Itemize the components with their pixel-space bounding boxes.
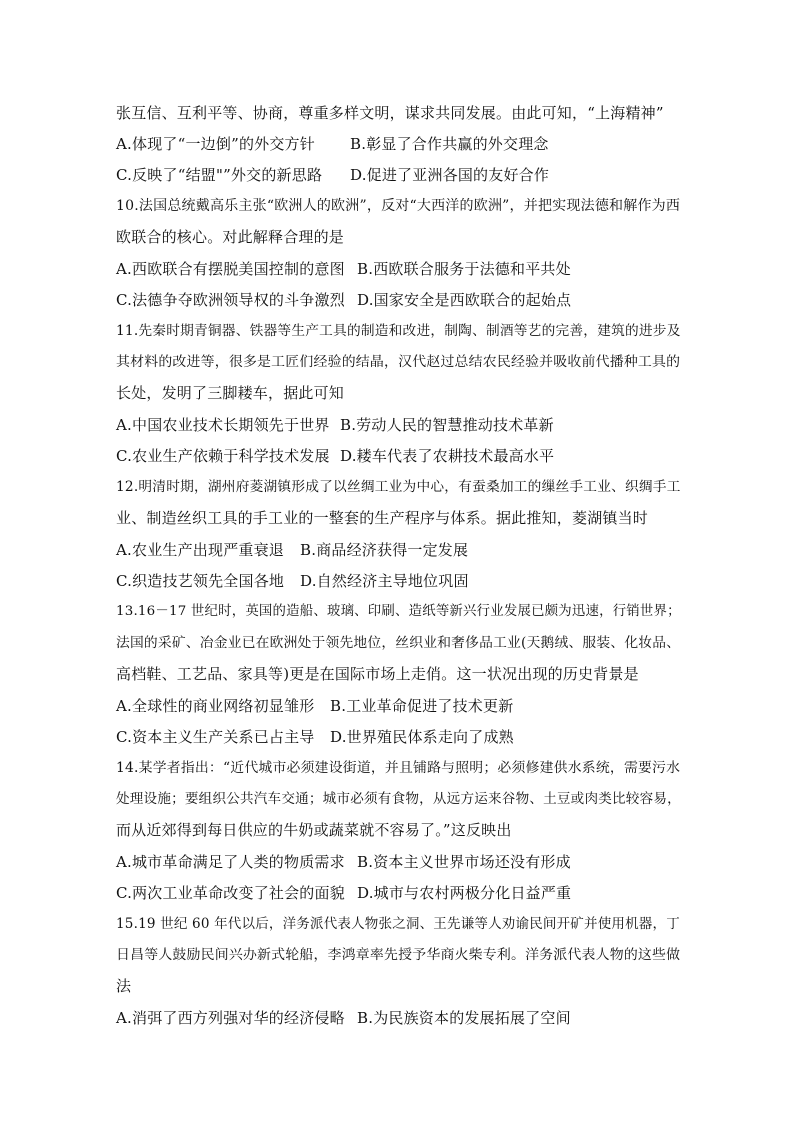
q15-option-b: B.为民族资本的发展拓展了空间: [357, 1009, 571, 1027]
q12-option-c: C.织造技艺领先全国各地: [116, 572, 285, 590]
q10-stem-line-1: 10.法国总统戴高乐主张“欧洲人的欧洲”，反对“大西洋的欧洲”，并把实现法德和解作为西: [116, 198, 681, 214]
q13-option-c: C.资本主义生产关系已占主导: [116, 728, 315, 746]
q15-stem-line-1: 15.19 世纪 60 年代以后，洋务派代表人物张之洞、王先谦等人劝谕民间开矿并使用机器，丁: [116, 916, 680, 932]
q15-stem-line-3: 法: [116, 977, 132, 995]
q13-option-d: D.世界殖民体系走向了成熟: [330, 728, 514, 746]
q9-option-b: B.彰显了合作共赢的外交理念: [350, 135, 549, 153]
q11-stem-line-2: 其材料的改进等，很多是工匠们经验的结晶，汉代赵过总结农民经验并吸收前代播种工具的: [116, 354, 681, 370]
q12-stem-line-1: 12.明清时期，湖州府菱湖镇形成了以丝绸工业为中心，有蚕桑加工的缫丝手工业、织绸手工: [116, 479, 681, 495]
q14-stem-line-3: 而从近郊得到每日供应的牛奶或蔬菜就不容易了。”这反映出: [116, 821, 512, 839]
q14-stem-line-2: 处理设施；要组织公共汽车交通；城市必须有食物，从远方运来谷物、土豆或肉类比较容易，: [116, 791, 681, 807]
q9-option-a: A.体现了“一边倒”的外交方针: [116, 135, 315, 153]
q9-option-d: D.促进了亚洲各国的友好合作: [350, 166, 550, 184]
q11-stem-line-3: 长处，发明了三脚耧车，据此可知: [116, 384, 345, 402]
q12-option-d: D.自然经济主导地位巩固: [300, 572, 469, 590]
q9-stem-continuation: 张互信、互利平等、协商，尊重多样文明，谋求共同发展。由此可知，“上海精神”: [116, 104, 664, 122]
q14-option-c: C.两次工业革命改变了社会的面貌: [116, 884, 345, 902]
q14-option-d: D.城市与农村两极分化日益严重: [357, 884, 572, 902]
q14-option-a: A.城市革命满足了人类的物质需求: [116, 853, 345, 871]
q10-option-d: D.国家安全是西欧联合的起始点: [357, 291, 572, 309]
q14-option-b: B.资本主义世界市场还没有形成: [357, 853, 571, 871]
q11-option-a: A.中国农业技术长期领先于世界: [116, 416, 330, 434]
q10-stem-line-2: 欧联合的核心。对此解释合理的是: [116, 228, 345, 246]
q11-option-c: C.农业生产依赖于科学技术发展: [116, 447, 330, 465]
q13-option-a: A.全球性的商业网络初显雏形: [116, 697, 315, 715]
q9-option-c: C.反映了“结盟"”外交的新思路: [116, 166, 323, 184]
q11-option-d: D.耧车代表了农耕技术最高水平: [340, 447, 555, 465]
q10-option-a: A.西欧联合有摆脱美国控制的意图: [116, 260, 345, 278]
q13-stem-line-2: 法国的采矿、冶金业已在欧洲处于领先地位，丝织业和奢侈品工业(天鹅绒、服装、化妆品、: [116, 635, 681, 651]
q11-option-b: B.劳动人民的智慧推动技术革新: [340, 416, 554, 434]
q10-option-c: C.法德争夺欧洲领导权的斗争激烈: [116, 291, 345, 309]
q14-stem-line-1: 14.某学者指出：“近代城市必须建设街道，并且铺路与照明；必须修建供水系统，需要污水: [116, 760, 681, 776]
q13-option-b: B.工业革命促进了技术更新: [330, 697, 514, 715]
q15-option-a: A.消弭了西方列强对华的经济侵略: [116, 1009, 345, 1027]
q10-option-b: B.西欧联合服务于法德和平共处: [357, 260, 571, 278]
q12-option-b: B.商品经济获得一定发展: [300, 541, 469, 559]
q13-stem-line-3: 高档鞋、工艺品、家具等)更是在国际市场上走俏。这一状况出现的历史背景是: [116, 665, 639, 683]
q12-option-a: A.农业生产出现严重衰退: [116, 541, 285, 559]
q15-stem-line-2: 日昌等人鼓励民间兴办新式轮船，李鸿章率先授予华商火柴专利。洋务派代表人物的这些做: [116, 947, 681, 963]
q13-stem-line-1: 13.16－17 世纪时，英国的造船、玻璃、印刷、造纸等新兴行业发展已颇为迅速，行销世界；: [116, 604, 681, 619]
q11-stem-line-1: 11.先秦时期青铜器、铁器等生产工具的制造和改进，制陶、制酒等艺的完善，建筑的进步及: [116, 323, 681, 339]
q12-stem-line-2: 业、制造丝织工具的手工业的一整套的生产程序与体系。据此推知，菱湖镇当时: [116, 509, 649, 527]
